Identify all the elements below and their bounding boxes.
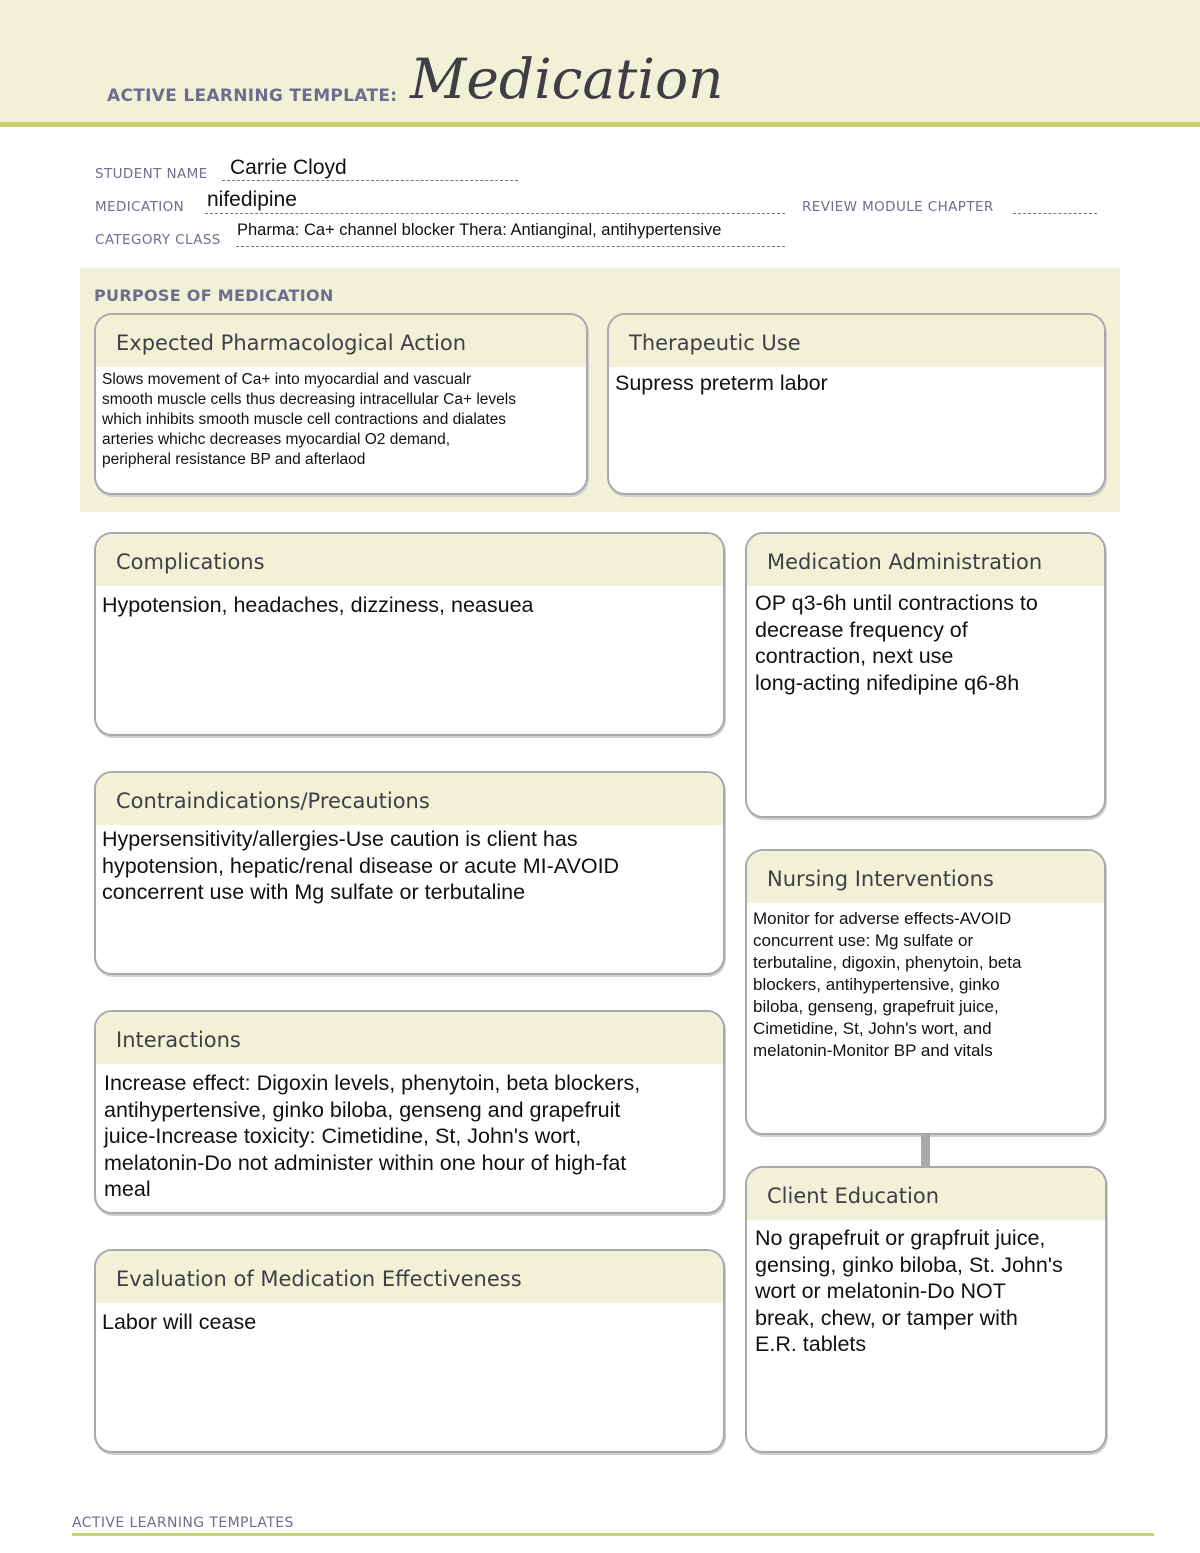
student-name-label: STUDENT NAME [95,166,208,182]
complications-box [94,532,725,736]
page-title: Medication [410,47,724,111]
nursing-heading: Nursing Interventions [747,851,1104,903]
education-heading: Client Education [747,1168,1105,1220]
category-class-line [236,246,785,247]
footer-label: ACTIVE LEARNING TEMPLATES [72,1515,294,1531]
category-class-label: CATEGORY CLASS [95,232,221,248]
category-class-field[interactable]: Pharma: Ca+ channel blocker Thera: Antianginal, antihypertensive [237,221,722,239]
interactions-text[interactable]: Increase effect: Digoxin levels, phenytoin, beta blockers, antihypertensive, ginko biloba, genseng and grapefruit juice-Increase toxicity: Cimetidine, St, John's wort, melatonin-Do not administer within one hour of high-fat meal [104,1071,641,1201]
nursing-box [745,849,1106,1135]
therapeutic-use-text[interactable]: Supress preterm labor [615,371,828,395]
complications-text[interactable]: Hypotension, headaches, dizziness, neasuea [102,593,534,617]
review-module-field[interactable] [1013,213,1097,214]
evaluation-heading: Evaluation of Medication Effectiveness [96,1251,723,1303]
education-text[interactable]: No grapefruit or grapfruit juice, gensing, ginko biloba, St. John's wort or melatonin-Do NOT break, chew, or tamper with E.R. tablets [755,1226,1063,1356]
template-label: ACTIVE LEARNING TEMPLATE: [107,86,398,106]
administration-box [745,532,1106,818]
student-name-line [222,180,518,181]
therapeutic-use-heading: Therapeutic Use [609,315,1104,367]
complications-heading: Complications [96,534,723,586]
interactions-heading: Interactions [96,1012,723,1064]
review-module-label: REVIEW MODULE CHAPTER [802,199,994,215]
evaluation-box [94,1249,725,1453]
education-box [745,1166,1107,1453]
evaluation-text[interactable]: Labor will cease [102,1310,257,1334]
expected-action-box [94,313,588,495]
nursing-text[interactable]: Monitor for adverse effects-AVOID concurrent use: Mg sulfate or terbutaline, digoxin, phenytoin, beta blockers, antihypertensive, ginko biloba, genseng, grapefruit juice, Cimetidine, St, John's wort, and melatonin-Monitor BP and vitals [753,909,1022,1060]
purpose-title: PURPOSE OF MEDICATION [94,286,334,305]
medication-label: MEDICATION [95,199,185,215]
student-name-field[interactable]: Carrie Cloyd [230,156,347,179]
contraindications-text[interactable]: Hypersensitivity/allergies-Use caution is client has hypotension, hepatic/renal disease or acute MI-AVOID concerrent use with Mg sulfate or terbutaline [102,827,620,904]
medication-line [205,213,785,214]
contraindications-box [94,771,725,975]
administration-heading: Medication Administration [747,534,1104,586]
header-rule [0,122,1200,127]
medication-field[interactable]: nifedipine [207,188,297,211]
connector-line [921,1134,930,1167]
contraindications-heading: Contraindications/Precautions [96,773,723,825]
administration-text[interactable]: OP q3-6h until contractions to decrease frequency of contraction, next use long-acting nifedipine q6-8h [755,591,1038,695]
footer-rule [72,1533,1154,1536]
expected-action-text[interactable]: Slows movement of Ca+ into myocardial and vascualr smooth muscle cells thus decreasing intracellular Ca+ levels which inhibits smooth muscle cell contractions and dialates arteries whichc decreases myocardial O2 demand, peripheral resistance BP and afterlaod [102,371,516,468]
interactions-box [94,1010,725,1214]
therapeutic-use-box [607,313,1106,495]
expected-action-heading: Expected Pharmacological Action [96,315,586,367]
